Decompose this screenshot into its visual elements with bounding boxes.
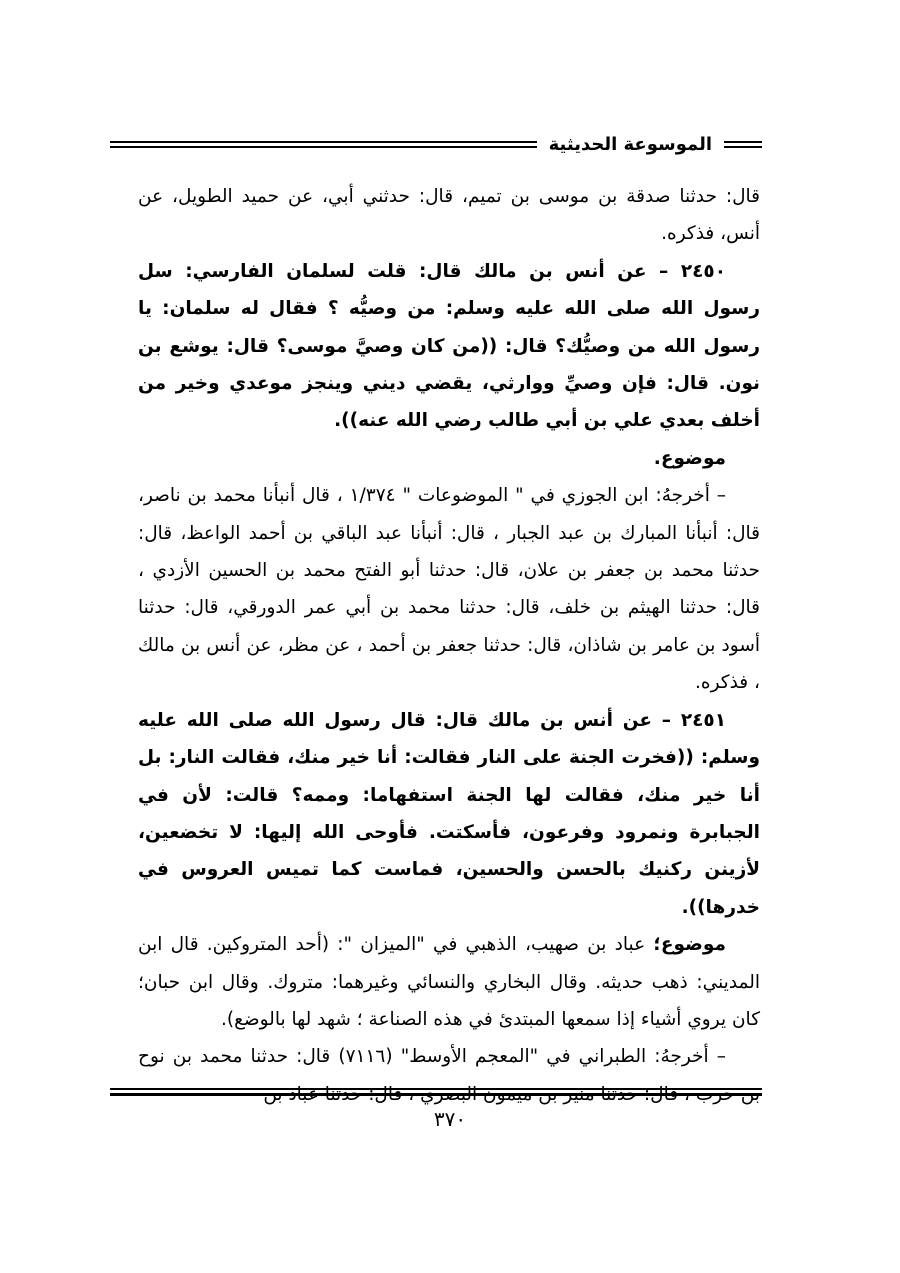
header-rule-left	[110, 141, 537, 148]
paragraph-text: – أخرجهُ: الطبراني في "المعجم الأوسط" (٧١١٦) قال: حدثنا محمد بن نوح بن حرب ، قال: حدثنا منير بن ميمون البصري ، قال: حدثنا عباد بن	[138, 1046, 760, 1105]
paragraph-isnad-continuation	[138, 178, 760, 253]
paragraph-text: – أخرجهُ: ابن الجوزي في " الموضوعات " ١/٣٧٤ ، قال أنبأنا محمد بن ناصر، قال: أنبأنا المبارك بن عبد الجبار ، قال: أنبأنا عبد الباقي بن أحمد الواعظ، قال: حدثنا محمد بن جعفر بن علان، قال: حدثنا أبو الفتح محمد بن الحسين الأزدي ، قال: حدثنا الهيثم بن خلف، قال: حدثنا محمد بن أبي عمر الدورقي، قال: حدثنا أسود بن عامر بن شاذان، قال: حدثنا جعفر بن أحمد ، عن مظر، عن أنس بن مالك ، فذكره.	[138, 485, 760, 694]
hadith-2450	[138, 253, 760, 440]
takhrij-2451	[138, 1038, 760, 1113]
grading-label: موضوع؛	[653, 934, 726, 956]
hadith-2451	[138, 702, 760, 926]
paragraph-text: ٢٤٥٠ – عن أنس بن مالك قال: قلت لسلمان الفارسي: سل رسول الله صلى الله عليه وسلم: من وصيُّه ؟ فقال له سلمان: يا رسول الله من وصيُّك؟ قال: ((من كان وصيَّ موسى؟ قال: يوشع بن نون. قال: فإن وصيِّ ووارثي، يقضي ديني وينجز موعدي وخير من أخلف بعدي علي بن أبي طالب رضي الله عنه)).	[138, 260, 760, 432]
running-header	[110, 128, 762, 160]
header-rule-right	[724, 141, 762, 148]
takhrij-2450	[138, 477, 760, 701]
grading-2450	[138, 440, 760, 477]
page-body	[138, 178, 760, 1105]
page-number: ٣٧٠	[433, 1107, 467, 1131]
paragraph-text: عباد بن صهيب، الذهبي في "الميزان ": (أحد المتروكين. قال ابن المديني: ذهب حديثه. وقال البخاري والنسائي وغيرهما: متروك. وقال ابن حبان؛ كان يروي أشياء إذا سمعها المبتدئ في هذه الصناعة ؛ شهد لها بالوضع).	[138, 934, 760, 1030]
paragraph-text: ٢٤٥١ – عن أنس بن مالك قال: قال رسول الله صلى الله عليه وسلم: ((فخرت الجنة على النار فقالت: أنا خير منك، فقالت النار: بل أنا خير منك، فقالت لها الجنة استفهاما: وممه؟ قالت: لأن في الجبابرة ونمرود وفرعون، فأسكتت. فأوحى الله إليها: لا تخضعين، لأزينن ركنيك بالحسن والحسين، فماست كما تميس العروس في خدرها)).	[138, 709, 760, 918]
footer-rule	[110, 1088, 762, 1096]
paragraph-text: موضوع.	[653, 447, 726, 469]
header-title: الموسوعة الحديثية	[548, 133, 712, 155]
paragraph-text: قال: حدثنا صدقة بن موسى بن تميم، قال: حدثني أبي، عن حميد الطويل، عن أنس، فذكره.	[138, 186, 760, 245]
grading-2451	[138, 926, 760, 1038]
